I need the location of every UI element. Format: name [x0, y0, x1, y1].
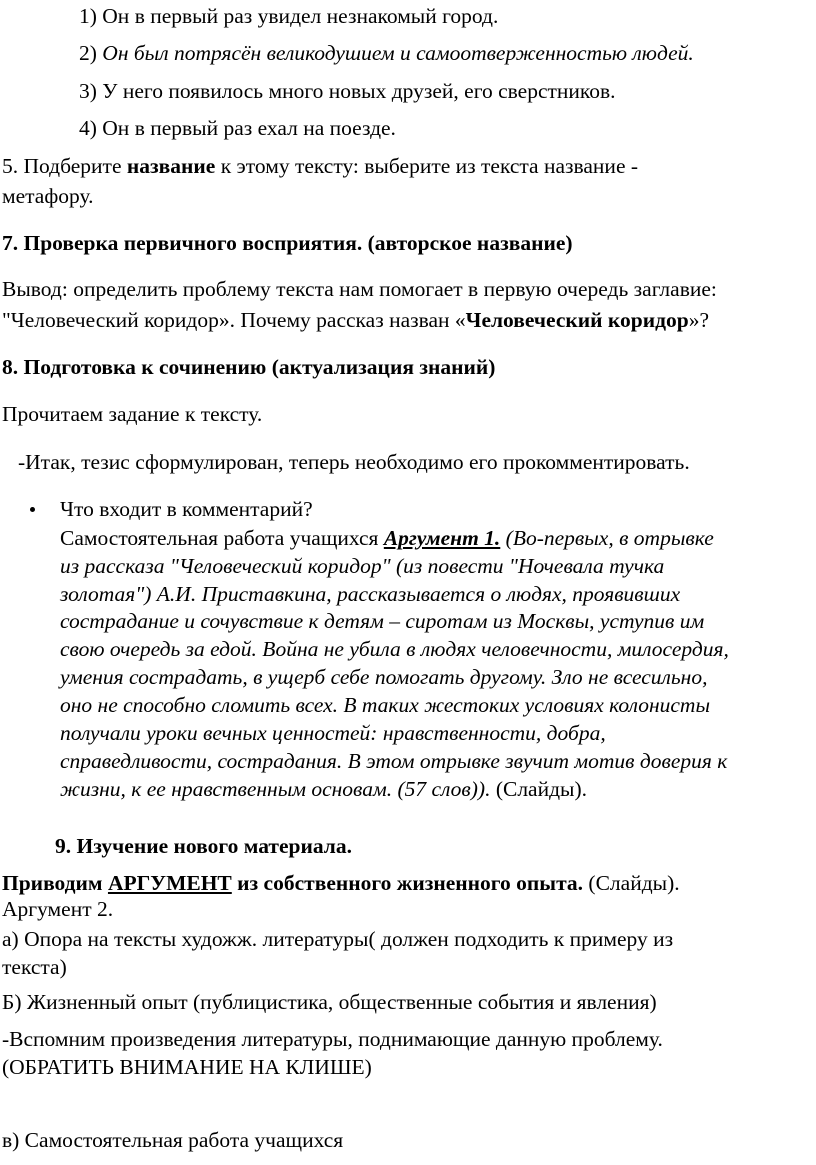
point-a-line-2: текста) [2, 955, 67, 979]
task-5-text-c: к этому тексту: выберите из текста название - [215, 154, 639, 178]
argument-1-line-6: свою очередь за едой. Война не убила в людях человечности, милосердия, [60, 637, 729, 661]
argument-1-line-9: получали уроки вечных ценностей: нравственности, добра, [60, 721, 606, 745]
task-5-line-2: метафору. [2, 184, 94, 208]
option-2 [79, 40, 694, 66]
section-9-slides: (Слайды). [583, 871, 680, 895]
argument-1-line-3: из рассказа "Человеческий коридор" (из повести "Ночевала тучка [60, 554, 665, 578]
section-7-question-c: »? [688, 308, 709, 332]
section-8-thesis: -Итак, тезис сформулирован, теперь необходимо его прокомментировать. [18, 450, 690, 474]
section-7-question-a: "Человеческий коридор». Почему рассказ назван « [2, 308, 466, 332]
option-4: 4) Он в первый раз ехал на поезде. [79, 116, 396, 140]
option-2-text: Он был потрясён великодушием и самоотверженностью людей. [102, 41, 694, 65]
section-9-text-c: из собственного жизненного опыта. [231, 871, 584, 895]
argument-2-label: Аргумент 2. [2, 897, 114, 921]
independent-work-text: Самостоятельная работа учащихся [60, 526, 384, 550]
task-5-keyword: название [126, 154, 216, 178]
argument-1-line-4: золотая") А.И. Приставкина, рассказывается о людях, проявивших [60, 582, 681, 606]
argument-1-ending: жизни, к ее нравственным основам. (57 слов)). [60, 777, 491, 801]
section-7-heading: 7. Проверка первичного восприятия. (авторское название) [2, 231, 573, 255]
independent-work-line [60, 525, 714, 551]
slides-note: (Слайды). [490, 777, 588, 801]
bullet-question: Что входит в комментарий? [60, 497, 313, 521]
cliche-note: (ОБРАТИТЬ ВНИМАНИЕ НА КЛИШЕ) [2, 1055, 372, 1079]
argument-keyword: АРГУМЕНТ [107, 871, 232, 895]
bullet-dot [30, 507, 35, 512]
argument-1-line-8: оно не способно сломить всех. В таких жестоких условиях колонисты [60, 693, 711, 717]
option-1: 1) Он в первый раз увидел незнакомый город. [79, 4, 499, 28]
point-b: Б) Жизненный опыт (публицистика, общественные события и явления) [2, 990, 657, 1014]
option-2-number: 2) [79, 41, 103, 65]
section-9-heading: 9. Изучение нового материала. [55, 834, 352, 858]
recall-works: -Вспомним произведения литературы, поднимающие данную проблему. [2, 1027, 663, 1051]
argument-1-label: Аргумент 1. [383, 526, 501, 550]
argument-1-text-start: (Во-первых, в отрывке [500, 526, 714, 550]
point-v: в) Самостоятельная работа учащихся [2, 1128, 344, 1152]
task-5-line-1 [2, 153, 638, 179]
argument-1-line-7: умения сострадать, в ущерб себе помогать другому. Зло не всесильно, [60, 665, 708, 689]
argument-1-line-11 [60, 776, 587, 802]
section-9-text-a: Приводим [2, 871, 108, 895]
task-5-text-a: 5. Подберите [2, 154, 127, 178]
section-8-read-task: Прочитаем задание к тексту. [2, 402, 263, 426]
section-7-story-title: Человеческий коридор [465, 308, 689, 332]
section-7-conclusion: Вывод: определить проблему текста нам помогает в первую очередь заглавие: [2, 277, 717, 301]
section-9-argument-line [2, 870, 680, 896]
argument-1-line-5: сострадание и сочувствие к детям – сиротам из Москвы, уступив им [60, 609, 705, 633]
point-a-line-1: а) Опора на тексты художж. литературы( должен подходить к примеру из [2, 927, 674, 951]
argument-1-line-10: справедливости, сострадания. В этом отрывке звучит мотив доверия к [60, 749, 728, 773]
section-7-question [2, 307, 709, 333]
section-8-heading: 8. Подготовка к сочинению (актуализация знаний) [2, 355, 496, 379]
option-3: 3) У него появилось много новых друзей, его сверстников. [79, 79, 616, 103]
